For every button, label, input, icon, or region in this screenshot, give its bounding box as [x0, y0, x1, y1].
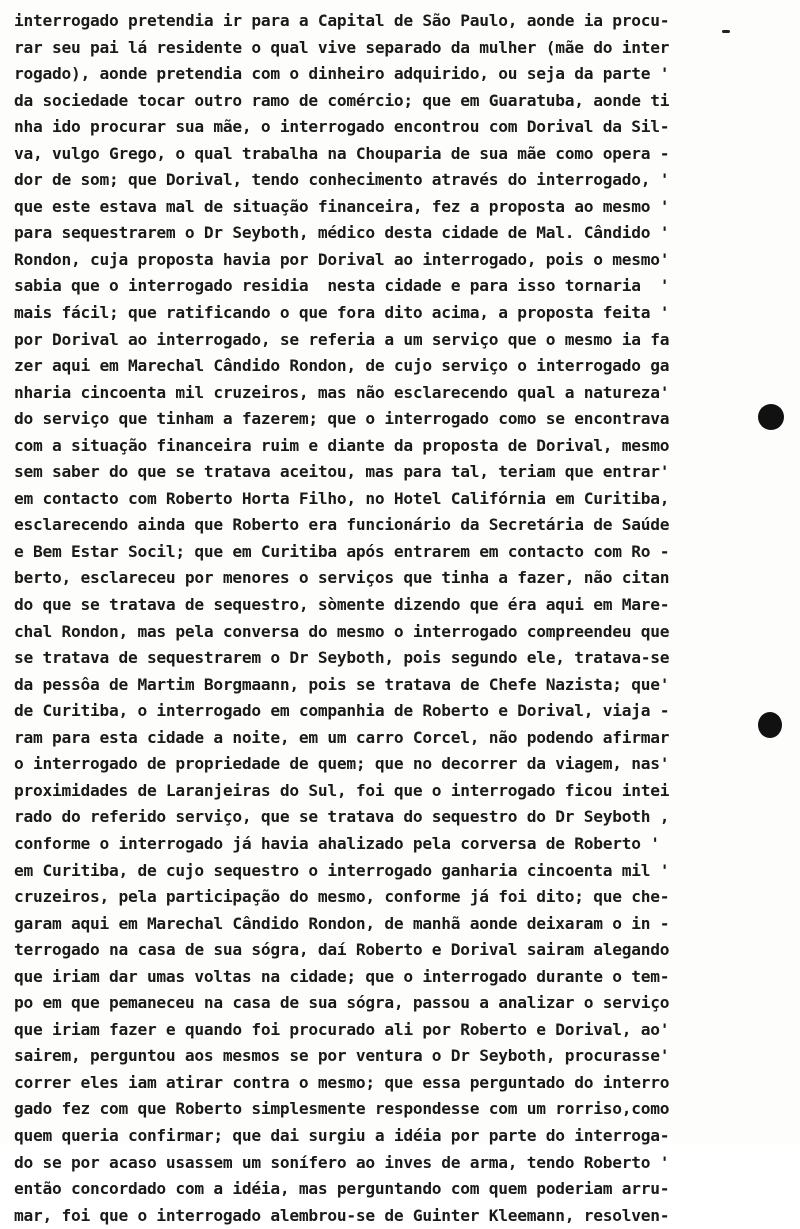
- text-line: nha ido procurar sua mãe, o interrogado encontrou com Dorival da Sil-: [14, 117, 670, 137]
- text-line: em contacto com Roberto Horta Filho, no Hotel Califórnia em Curitiba,: [14, 488, 670, 508]
- text-line: que este estava mal de situação financeira, fez a proposta ao mesmo ': [14, 196, 670, 216]
- text-line: berto, esclareceu por menores o serviços que tinha a fazer, não citan: [14, 568, 670, 588]
- text-line: terrogado na casa de sua sógra, daí Roberto e Dorival sairam alegando: [14, 940, 670, 960]
- text-line: da pessôa de Martim Borgmaann, pois se tratava de Chefe Nazista; que': [14, 674, 670, 694]
- text-line: para sequestrarem o Dr Seyboth, médico desta cidade de Mal. Cândido ': [14, 223, 670, 243]
- text-line: rar seu pai lá residente o qual vive separado da mulher (mãe do inter: [14, 37, 670, 57]
- text-line: do que se tratava de sequestro, sòmente dizendo que éra aqui em Mare-: [14, 595, 670, 615]
- text-line: o interrogado de propriedade de quem; que no decorrer da viagem, nas': [14, 754, 670, 774]
- text-line: rogado), aonde pretendia com o dinheiro adquirido, ou seja da parte ': [14, 64, 670, 84]
- text-line: chal Rondon, mas pela conversa do mesmo o interrogado compreendeu que: [14, 621, 670, 641]
- text-line: sem saber do que se tratava aceitou, mas para tal, teriam que entrar': [14, 462, 670, 482]
- text-line: nharia cincoenta mil cruzeiros, mas não esclarecendo qual a natureza': [14, 382, 670, 402]
- text-line: em Curitiba, de cujo sequestro o interrogado ganharia cincoenta mil ': [14, 860, 670, 880]
- text-line: por Dorival ao interrogado, se referia a um serviço que o mesmo ia fa: [14, 329, 670, 349]
- text-line: se tratava de sequestrarem o Dr Seyboth, pois segundo ele, tratava-se: [14, 648, 670, 668]
- text-line: então concordado com a idéia, mas perguntando com quem poderiam arru-: [14, 1179, 670, 1199]
- text-line: interrogado pretendia ir para a Capital de São Paulo, aonde ia procu-: [14, 11, 670, 30]
- text-line: e Bem Estar Socil; que em Curitiba após entrarem em contacto com Ro -: [14, 541, 670, 561]
- text-line: da sociedade tocar outro ramo de comércio; que em Guaratuba, aonde ti: [14, 90, 670, 110]
- text-line: do se por acaso usassem um sonífero ao inves de arma, tendo Roberto ': [14, 1152, 670, 1172]
- text-line: zer aqui em Marechal Cândido Rondon, de cujo serviço o interrogado ga: [14, 356, 670, 376]
- text-line: conforme o interrogado já havia ahalizado pela corversa de Roberto ': [14, 833, 660, 853]
- text-line: garam aqui em Marechal Cândido Rondon, de manhã aonde deixaram o in -: [14, 913, 670, 933]
- text-line: cruzeiros, pela participação do mesmo, conforme já foi dito; que che-: [14, 887, 670, 907]
- text-line: quem queria confirmar; que dai surgiu a idéia por parte do interroga-: [14, 1125, 670, 1145]
- text-line: dor de som; que Dorival, tendo conhecimento através do interrogado, ': [14, 170, 670, 190]
- text-line: mais fácil; que ratificando o que fora dito acima, a proposta feita ': [14, 303, 670, 323]
- text-line: com a situação financeira ruim e diante da proposta de Dorival, mesmo: [14, 435, 670, 455]
- text-line: Rondon, cuja proposta havia por Dorival ao interrogado, pois o mesmo': [14, 249, 670, 269]
- text-line: correr eles iam atirar contra o mesmo; que essa perguntado do interro: [14, 1072, 670, 1092]
- text-line: mar, foi que o interrogado alembrou-se de Guinter Kleemann, resolven-: [14, 1205, 670, 1225]
- text-line: va, vulgo Grego, o qual trabalha na Chouparia de sua mãe como opera -: [14, 143, 670, 163]
- text-line: gado fez com que Roberto simplesmente respondesse com um rorriso,como: [14, 1099, 670, 1119]
- text-line: esclarecendo ainda que Roberto era funcionário da Secretária de Saúde: [14, 515, 670, 535]
- text-line: que iriam dar umas voltas na cidade; que o interrogado durante o tem-: [14, 966, 670, 986]
- text-line: do serviço que tinham a fazerem; que o interrogado como se encontrava: [14, 409, 670, 429]
- text-line: de Curitiba, o interrogado em companhia de Roberto e Dorival, viaja -: [14, 701, 670, 721]
- hole-punch-mark: [758, 404, 784, 430]
- text-line: rado do referido serviço, que se tratava do sequestro do Dr Seyboth ,: [14, 807, 670, 827]
- text-line: sabia que o interrogado residia nesta cidade e para isso tornaria ': [14, 276, 670, 296]
- text-line: po em que pemaneceu na casa de sua sógra, passou a analizar o serviço: [14, 993, 670, 1013]
- text-line: que iriam fazer e quando foi procurado ali por Roberto e Dorival, ao': [14, 1019, 670, 1039]
- text-line: sairem, perguntou aos mesmos se por ventura o Dr Seyboth, procurasse': [14, 1046, 670, 1066]
- text-line: ram para esta cidade a noite, em um carro Corcel, não podendo afirmar: [14, 727, 670, 747]
- document-body: [14, 8, 786, 1229]
- hole-punch-mark: [758, 712, 782, 738]
- text-line: proximidades de Laranjeiras do Sul, foi que o interrogado ficou intei: [14, 780, 670, 800]
